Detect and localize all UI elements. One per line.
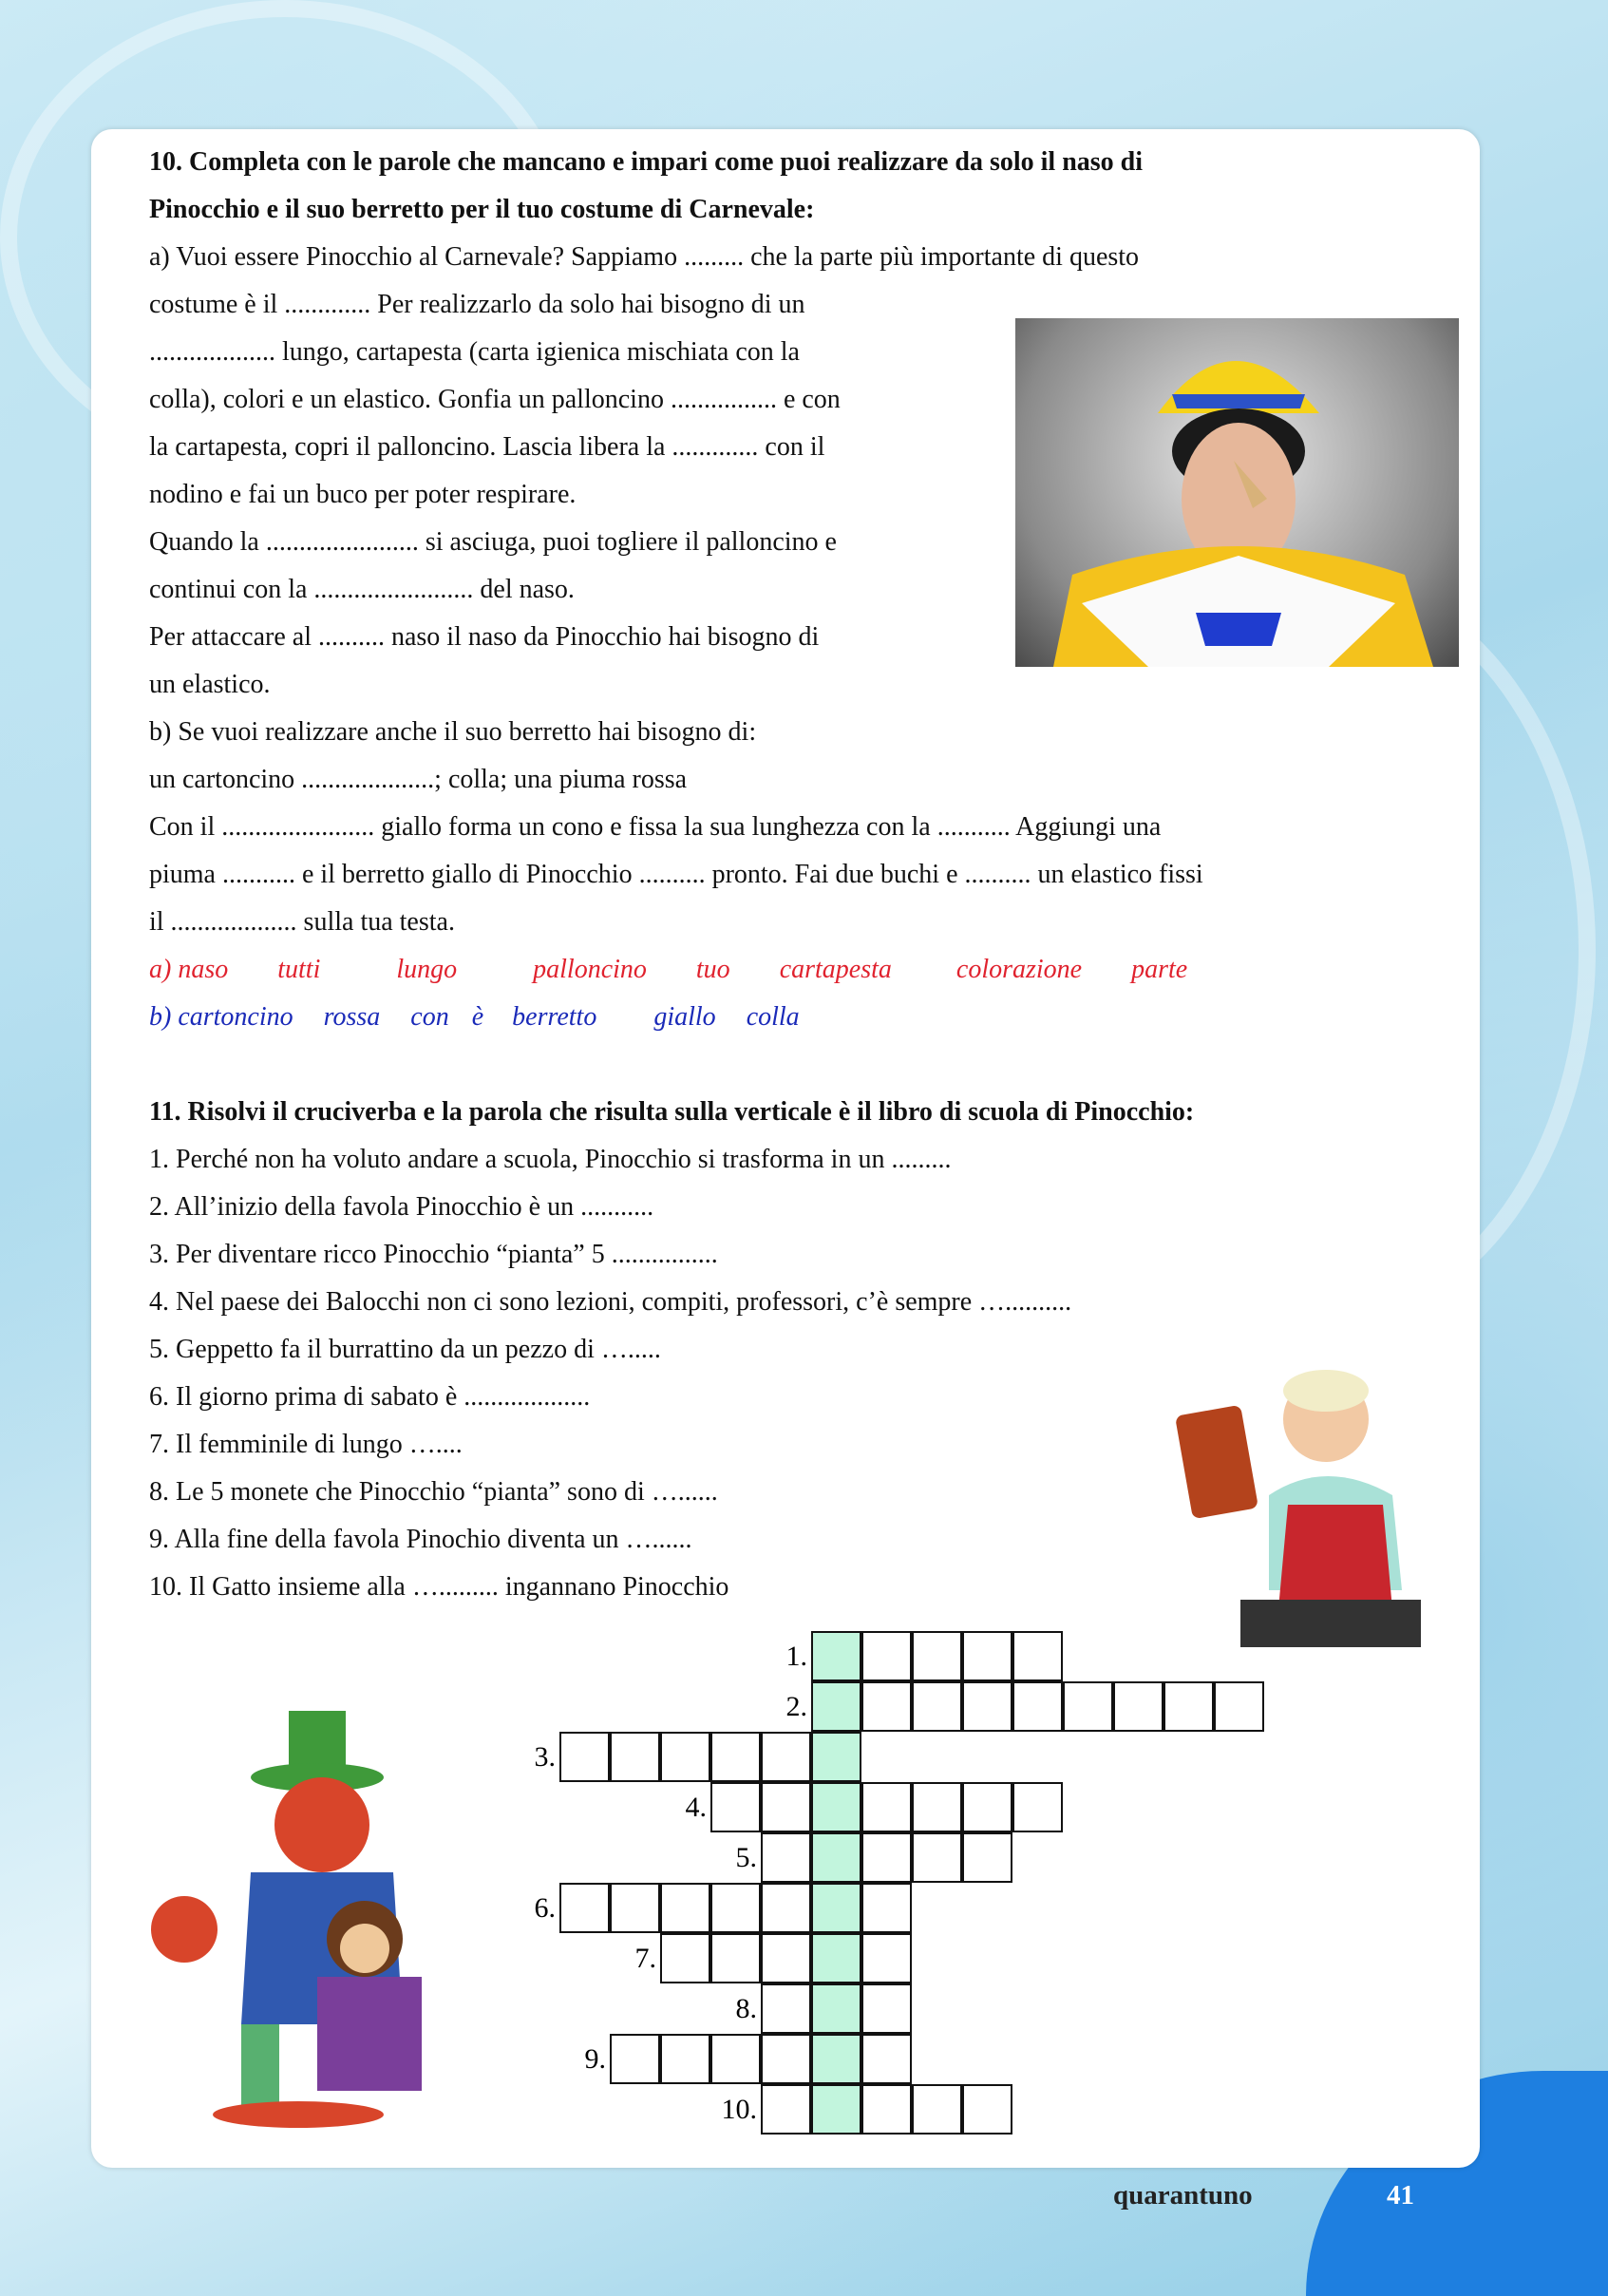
crossword-cell[interactable] — [861, 1832, 912, 1883]
crossword-cell[interactable] — [962, 1782, 1012, 1832]
crossword-cell[interactable] — [710, 1782, 761, 1832]
crossword-cell[interactable] — [660, 1883, 710, 1933]
text-line: piuma ........... e il berretto giallo di Pinocchio .......... pronto. Fai due buchi e .......... un elastico fissi — [149, 860, 1203, 889]
text-line: Per attaccare al .......... naso il naso da Pinocchio hai bisogno di — [149, 622, 820, 652]
crossword-cell[interactable] — [1214, 1681, 1264, 1732]
crossword-cell-highlighted[interactable] — [811, 1732, 861, 1782]
crossword-cell[interactable] — [761, 1732, 811, 1782]
word: a) naso — [149, 955, 229, 984]
text-line: Con il ....................... giallo forma un cono e fissa la sua lunghezza con la ........... Aggiungi una — [149, 812, 1162, 842]
word: tuo — [695, 955, 730, 984]
crossword-cell[interactable] — [610, 2034, 660, 2084]
crossword-cell[interactable] — [761, 1832, 811, 1883]
crossword-cell[interactable] — [1063, 1681, 1113, 1732]
clue: 10. Il Gatto insieme alla …......... ingannano Pinocchio — [149, 1572, 729, 1602]
crossword-cell[interactable] — [912, 2084, 962, 2135]
crossword-cell[interactable] — [861, 1883, 912, 1933]
clue: 8. Le 5 monete che Pinocchio “pianta” sono di …...... — [149, 1477, 718, 1507]
crossword-row-label: 8. — [735, 1993, 757, 2024]
crossword-cell[interactable] — [1163, 1681, 1214, 1732]
crossword-cell-highlighted[interactable] — [811, 1983, 861, 2034]
word: b) cartoncino — [149, 1002, 293, 1032]
crossword-cell-highlighted[interactable] — [811, 1681, 861, 1732]
word-bank-a — [149, 946, 1479, 994]
word-bank-b — [149, 994, 1479, 1041]
crossword-cell[interactable] — [962, 1832, 1012, 1883]
crossword-cell[interactable] — [559, 1732, 610, 1782]
crossword-cell[interactable] — [1113, 1681, 1163, 1732]
crossword-cell[interactable] — [761, 2034, 811, 2084]
word: rossa — [323, 1002, 381, 1032]
crossword-row-label: 5. — [735, 1842, 757, 1873]
crossword-row-label: 2. — [785, 1691, 807, 1722]
clue: 5. Geppetto fa il burrattino da un pezzo di …..... — [149, 1335, 661, 1364]
crossword-cell[interactable] — [660, 1933, 710, 1983]
crossword-cell[interactable] — [660, 2034, 710, 2084]
page-number: 41 — [1387, 2180, 1414, 2211]
word: colla — [746, 1002, 800, 1032]
crossword-cell[interactable] — [861, 1983, 912, 2034]
text-line: il ................... sulla tua testa. — [149, 907, 455, 937]
crossword-cell-highlighted[interactable] — [811, 2084, 861, 2135]
pinocchio-costume-photo — [1015, 318, 1459, 667]
crossword-cell[interactable] — [1012, 1782, 1063, 1832]
crossword-cell[interactable] — [610, 1732, 660, 1782]
crossword-cell[interactable] — [710, 2034, 761, 2084]
crossword-cell[interactable] — [861, 1933, 912, 1983]
crossword-cell-highlighted[interactable] — [811, 1883, 861, 1933]
crossword-row-label: 10. — [721, 2094, 757, 2125]
crossword-cell[interactable] — [761, 1933, 811, 1983]
crossword-cell[interactable] — [559, 1883, 610, 1933]
crossword-row-label: 4. — [685, 1792, 707, 1823]
crossword-cell[interactable] — [710, 1732, 761, 1782]
word: colorazione — [955, 955, 1083, 984]
word: palloncino — [533, 955, 647, 984]
crossword-cell[interactable] — [962, 2084, 1012, 2135]
clue: 7. Il femminile di lungo ….... — [149, 1430, 463, 1459]
word: parte — [1131, 955, 1188, 984]
clue: 6. Il giorno prima di sabato è ................... — [149, 1382, 591, 1412]
text-line: nodino e fai un buco per poter respirare. — [149, 480, 577, 509]
crossword-cell-highlighted[interactable] — [811, 1832, 861, 1883]
text-line: a) Vuoi essere Pinocchio al Carnevale? Sappiamo ......... che la parte più importante di questo — [149, 242, 1140, 272]
crossword-row-label: 1. — [785, 1641, 807, 1672]
word: è — [471, 1002, 484, 1032]
crossword-cell[interactable] — [912, 1832, 962, 1883]
page-word: quarantuno — [1113, 2180, 1253, 2211]
crossword-row-label: 9. — [584, 2043, 606, 2075]
crossword-cell[interactable] — [912, 1631, 962, 1681]
crossword-cell-highlighted[interactable] — [811, 2034, 861, 2084]
clue: 2. All’inizio della favola Pinocchio è un ........... — [149, 1192, 654, 1222]
clue: 1. Perché non ha voluto andare a scuola, Pinocchio si trasforma in un ......... — [149, 1145, 952, 1174]
crossword-cell[interactable] — [861, 1681, 912, 1732]
text-line: costume è il ............. Per realizzarlo da solo hai bisogno di un — [149, 290, 805, 319]
crossword-row-label: 7. — [634, 1943, 656, 1974]
crossword-cell[interactable] — [610, 1883, 660, 1933]
clue: 3. Per diventare ricco Pinocchio “pianta” 5 ................ — [149, 1240, 718, 1269]
text-line: colla), colori e un elastico. Gonfia un palloncino ................ e con — [149, 385, 841, 414]
crossword-cell[interactable] — [761, 2084, 811, 2135]
exercise-10-title: 10. Completa con le parole che mancano e impari come puoi realizzare da solo il naso di — [149, 147, 1144, 177]
crossword-cell[interactable] — [1012, 1681, 1063, 1732]
exercise-10-title: Pinocchio e il suo berretto per il tuo costume di Carnevale: — [149, 195, 815, 224]
crossword-cell[interactable] — [761, 1883, 811, 1933]
crossword-cell[interactable] — [861, 2084, 912, 2135]
crossword-cell[interactable] — [962, 1681, 1012, 1732]
crossword-row-label: 3. — [534, 1741, 556, 1773]
crossword-cell[interactable] — [761, 1782, 811, 1832]
crossword-cell[interactable] — [1012, 1631, 1063, 1681]
text-line: la cartapesta, copri il palloncino. Lascia libera la ............. con il — [149, 432, 825, 462]
crossword-cell[interactable] — [761, 1983, 811, 2034]
word: cartapesta — [779, 955, 892, 984]
text-line: b) Se vuoi realizzare anche il suo berretto hai bisogno di: — [149, 717, 757, 747]
text-line: un elastico. — [149, 670, 271, 699]
crossword-cell[interactable] — [861, 2034, 912, 2084]
crossword-cell-highlighted[interactable] — [811, 1782, 861, 1832]
crossword-row-label: 6. — [534, 1892, 556, 1924]
word: berretto — [512, 1002, 597, 1032]
crossword-cell-highlighted[interactable] — [811, 1631, 861, 1681]
text-line: continui con la ........................ del naso. — [149, 575, 575, 604]
word: con — [410, 1002, 449, 1032]
word: lungo — [396, 955, 458, 984]
exercise-11-title: 11. Risolvi il cruciverba e la parola che risulta sulla verticale è il libro di scuola di Pinocchio: — [149, 1097, 1195, 1127]
crossword-cell[interactable] — [861, 1782, 912, 1832]
crossword-cell[interactable] — [912, 1681, 962, 1732]
text-line: un cartoncino ....................; colla; una piuma rossa — [149, 765, 688, 794]
text-line: ................... lungo, cartapesta (carta igienica mischiata con la — [149, 337, 800, 367]
geppetto-illustration — [1164, 1362, 1449, 1653]
word: tutti — [277, 955, 321, 984]
fox-and-cat-illustration — [146, 1692, 483, 2132]
crossword-cell[interactable] — [710, 1883, 761, 1933]
crossword-cell[interactable] — [912, 1782, 962, 1832]
word: giallo — [653, 1002, 716, 1032]
crossword-cell[interactable] — [710, 1933, 761, 1983]
clue: 9. Alla fine della favola Pinochio diventa un …...... — [149, 1525, 692, 1554]
clue: 4. Nel paese dei Balocchi non ci sono lezioni, compiti, professori, c’è sempre ….......... — [149, 1287, 1072, 1317]
crossword-cell[interactable] — [861, 1631, 912, 1681]
crossword-cell-highlighted[interactable] — [811, 1933, 861, 1983]
crossword-cell[interactable] — [962, 1631, 1012, 1681]
text-line: Quando la ....................... si asciuga, puoi togliere il palloncino e — [149, 527, 837, 557]
crossword-cell[interactable] — [660, 1732, 710, 1782]
